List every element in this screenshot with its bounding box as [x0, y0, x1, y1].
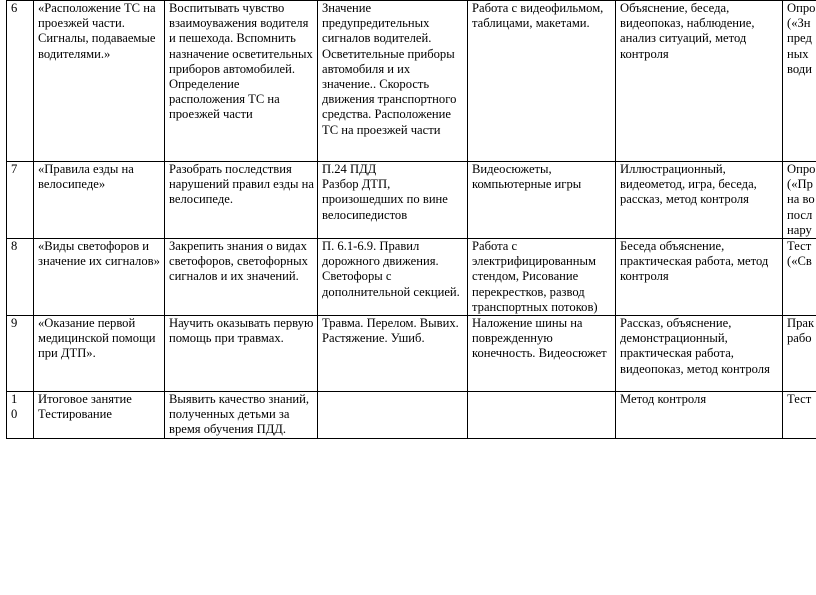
lesson-content-cell — [318, 392, 468, 439]
lesson-plan-table — [6, 0, 816, 439]
lesson-goal-cell: Разобрать последствия нарушений правил езды на велосипеде. — [165, 162, 318, 239]
lesson-control-cell: Опро («Зн пред ных води — [783, 1, 816, 162]
table-row — [7, 316, 816, 392]
lesson-topic-cell: «Оказание первой медицинской помощи при ДТП». — [34, 316, 165, 392]
lesson-topic-cell: Итоговое занятие Тестирование — [34, 392, 165, 439]
table-row — [7, 392, 816, 439]
lesson-number-cell: 8 — [7, 239, 34, 316]
lesson-control-cell: Опро («Пр на во посл нару — [783, 162, 816, 239]
table-row — [7, 1, 816, 162]
lesson-control-cell: Тест — [783, 392, 816, 439]
lesson-number-cell: 7 — [7, 162, 34, 239]
lesson-topic-cell: «Расположение ТС на проезжей части. Сигналы, подаваемые водителями.» — [34, 1, 165, 162]
lesson-content-cell: П. 6.1-6.9. Правил дорожного движения. Светофоры с дополнительной секцией. — [318, 239, 468, 316]
lesson-number-cell: 1 0 — [7, 392, 34, 439]
lesson-methods-cell: Рассказ, объяснение, демонстрационный, практическая работа, видеопоказ, метод контроля — [616, 316, 783, 392]
lesson-topic-cell: «Виды светофоров и значение их сигналов» — [34, 239, 165, 316]
lesson-materials-cell — [468, 392, 616, 439]
lesson-goal-cell: Закрепить знания о видах светофоров, светофорных сигналов и их значений. — [165, 239, 318, 316]
lesson-methods-cell: Метод контроля — [616, 392, 783, 439]
table-row — [7, 162, 816, 239]
lesson-goal-cell: Научить оказывать первую помощь при травмах. — [165, 316, 318, 392]
lesson-methods-cell: Беседа объяснение, практическая работа, метод контроля — [616, 239, 783, 316]
lesson-materials-cell: Работа с видеофильмом, таблицами, макетами. — [468, 1, 616, 162]
lesson-content-cell: Значение предупредительных сигналов водителей. Осветительные приборы автомобиля и их значение.. Скорость движения транспортного средства. Расположение ТС на проезжей части — [318, 1, 468, 162]
lesson-control-cell: Прак рабо — [783, 316, 816, 392]
lesson-methods-cell: Иллюстрационный, видеометод, игра, беседа, рассказ, метод контроля — [616, 162, 783, 239]
lesson-control-cell: Тест («Св — [783, 239, 816, 316]
lesson-materials-cell: Видеосюжеты, компьютерные игры — [468, 162, 616, 239]
lesson-goal-cell: Выявить качество знаний, полученных детьми за время обучения ПДД. — [165, 392, 318, 439]
lesson-number-cell: 9 — [7, 316, 34, 392]
lesson-topic-cell: «Правила езды на велосипеде» — [34, 162, 165, 239]
lesson-content-cell: Травма. Перелом. Вывих. Растяжение. Ушиб. — [318, 316, 468, 392]
lesson-materials-cell: Работа с электрифицированным стендом, Рисование перекрестков, развод транспортных потоков) — [468, 239, 616, 316]
lesson-goal-cell: Воспитывать чувство взаимоуважения водителя и пешехода. Вспомнить назначение осветительных приборов автомобилей. Определение расположения ТС на проезжей части — [165, 1, 318, 162]
lesson-materials-cell: Наложение шины на поврежденную конечность. Видеосюжет — [468, 316, 616, 392]
lesson-methods-cell: Объяснение, беседа, видеопоказ, наблюдение, анализ ситуаций, метод контроля — [616, 1, 783, 162]
lesson-content-cell: П.24 ПДД Разбор ДТП, произошедших по вине велосипедистов — [318, 162, 468, 239]
lesson-number-cell: 6 — [7, 1, 34, 162]
table-row — [7, 239, 816, 316]
